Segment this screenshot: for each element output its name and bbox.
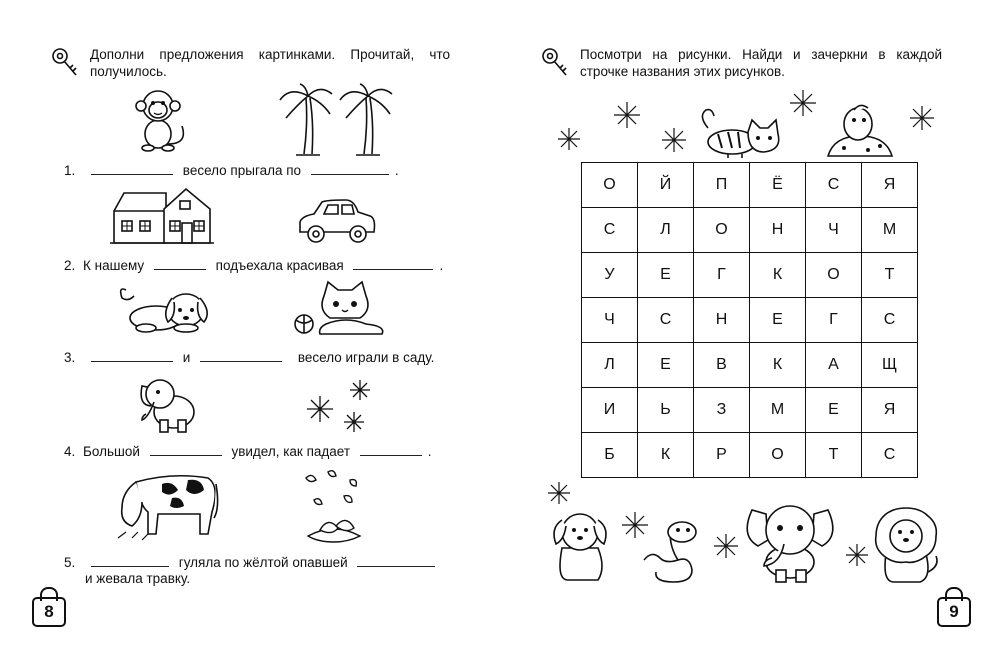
answer-blank[interactable] bbox=[91, 165, 173, 175]
answer-blank[interactable] bbox=[311, 165, 389, 175]
grid-cell[interactable]: С bbox=[806, 163, 862, 208]
grid-cell[interactable]: У bbox=[582, 253, 638, 298]
grid-cell[interactable]: В bbox=[694, 343, 750, 388]
car-icon bbox=[296, 198, 378, 244]
sentence-5: 5. гуляла по жёлтой опавшей bbox=[64, 555, 441, 570]
grid-cell[interactable]: О bbox=[694, 208, 750, 253]
grid-cell[interactable]: Т bbox=[862, 253, 918, 298]
grid-cell[interactable]: Й bbox=[638, 163, 694, 208]
kitten-icon bbox=[290, 280, 390, 336]
answer-blank[interactable] bbox=[360, 446, 422, 456]
snowflake-icon bbox=[790, 90, 816, 116]
grid-cell[interactable]: П bbox=[694, 163, 750, 208]
grid-cell[interactable]: Е bbox=[750, 298, 806, 343]
grid-cell[interactable]: Г bbox=[806, 298, 862, 343]
grid-cell[interactable]: Л bbox=[638, 208, 694, 253]
grid-row bbox=[582, 208, 918, 253]
grid-cell[interactable]: М bbox=[862, 208, 918, 253]
grid-cell[interactable]: И bbox=[582, 388, 638, 433]
elephant-big-icon bbox=[742, 500, 838, 584]
grid-row bbox=[582, 388, 918, 433]
snowflake-icon bbox=[662, 128, 686, 152]
grid-cell[interactable]: К bbox=[750, 253, 806, 298]
grid-cell[interactable]: Б bbox=[582, 433, 638, 478]
page-number-right: 9 bbox=[937, 597, 971, 627]
snowflake-icon bbox=[614, 102, 640, 128]
snowflake-icon bbox=[910, 106, 934, 130]
grid-cell[interactable]: Ь bbox=[638, 388, 694, 433]
grid-cell[interactable]: С bbox=[862, 298, 918, 343]
grid-cell[interactable]: К bbox=[750, 343, 806, 388]
snowflake-icon bbox=[846, 544, 868, 566]
answer-blank[interactable] bbox=[154, 260, 206, 270]
sentence-3: 3. и весело играли в саду. bbox=[64, 350, 435, 365]
grid-cell[interactable]: О bbox=[750, 433, 806, 478]
monkey-icon bbox=[130, 86, 190, 152]
snowflake-icon bbox=[548, 482, 570, 504]
lion-icon bbox=[872, 506, 940, 584]
falling-leaves-icon bbox=[298, 470, 370, 544]
cat-icon bbox=[698, 108, 782, 160]
grid-cell[interactable]: Ч bbox=[582, 298, 638, 343]
grid-cell[interactable]: Н bbox=[694, 298, 750, 343]
grid-cell[interactable]: А bbox=[806, 343, 862, 388]
grid-cell[interactable]: Р bbox=[694, 433, 750, 478]
answer-blank[interactable] bbox=[353, 260, 433, 270]
puppy-sitting-icon bbox=[548, 508, 612, 582]
sentence-2: 2. К нашему подъехала красивая . bbox=[64, 258, 444, 273]
mole-icon bbox=[824, 102, 896, 158]
grid-row bbox=[582, 433, 918, 478]
cow-icon bbox=[112, 468, 220, 544]
snowflake-icon bbox=[714, 534, 738, 558]
grid-cell[interactable]: Щ bbox=[862, 343, 918, 388]
sentence-5-continued: и жевала травку. bbox=[85, 571, 191, 586]
elephant-icon bbox=[134, 372, 198, 436]
grid-cell[interactable]: С bbox=[638, 298, 694, 343]
right-instruction: Посмотри на рисунки. Найди и зачеркни в каждой строчке названия этих рисунков. bbox=[580, 47, 942, 79]
answer-blank[interactable] bbox=[357, 557, 435, 567]
grid-row bbox=[582, 298, 918, 343]
key-icon bbox=[540, 46, 572, 80]
puppy-icon bbox=[116, 282, 216, 334]
grid-cell[interactable]: М bbox=[750, 388, 806, 433]
grid-cell[interactable]: Е bbox=[638, 343, 694, 388]
grid-cell[interactable]: Г bbox=[694, 253, 750, 298]
grid-cell[interactable]: Ч bbox=[806, 208, 862, 253]
grid-cell[interactable]: С bbox=[862, 433, 918, 478]
grid-row bbox=[582, 163, 918, 208]
grid-cell[interactable]: Н bbox=[750, 208, 806, 253]
grid-row bbox=[582, 343, 918, 388]
grid-cell[interactable]: Л bbox=[582, 343, 638, 388]
snowflakes-icon bbox=[300, 378, 376, 434]
grid-cell[interactable]: Я bbox=[862, 163, 918, 208]
letter-grid bbox=[581, 162, 918, 478]
page-number-left: 8 bbox=[32, 597, 66, 627]
sentence-1: 1. весело прыгала по . bbox=[64, 163, 399, 178]
key-icon bbox=[50, 46, 82, 80]
grid-cell[interactable]: Е bbox=[638, 253, 694, 298]
snake-icon bbox=[640, 520, 712, 586]
answer-blank[interactable] bbox=[91, 352, 173, 362]
grid-row bbox=[582, 253, 918, 298]
grid-cell[interactable]: Ё bbox=[750, 163, 806, 208]
answer-blank[interactable] bbox=[150, 446, 222, 456]
grid-cell[interactable]: С bbox=[582, 208, 638, 253]
grid-cell[interactable]: Е bbox=[806, 388, 862, 433]
left-instruction: Дополни предложения картинками. Прочитай, что получилось. bbox=[90, 47, 450, 79]
house-icon bbox=[110, 187, 215, 245]
grid-cell[interactable]: З bbox=[694, 388, 750, 433]
palm-trees-icon bbox=[276, 84, 396, 156]
grid-cell[interactable]: О bbox=[582, 163, 638, 208]
grid-cell[interactable]: О bbox=[806, 253, 862, 298]
sentence-4: 4. Большой увидел, как падает . bbox=[64, 444, 432, 459]
grid-cell[interactable]: К bbox=[638, 433, 694, 478]
grid-cell[interactable]: Я bbox=[862, 388, 918, 433]
grid-cell[interactable]: Т bbox=[806, 433, 862, 478]
answer-blank[interactable] bbox=[200, 352, 282, 362]
answer-blank[interactable] bbox=[91, 557, 169, 567]
snowflake-icon bbox=[558, 128, 580, 150]
